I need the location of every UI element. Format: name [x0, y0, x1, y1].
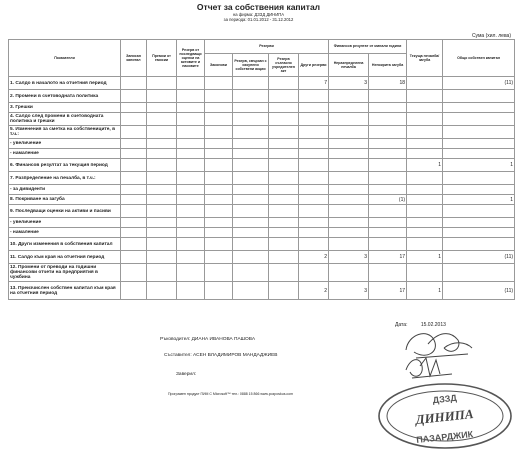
row-value	[269, 159, 299, 172]
table-row	[9, 238, 515, 251]
table-row	[9, 205, 515, 218]
row-value	[269, 228, 299, 238]
row-value	[177, 113, 205, 126]
row-value: 1	[407, 251, 443, 264]
row-value	[177, 172, 205, 185]
row-value	[177, 159, 205, 172]
row-value	[147, 126, 177, 139]
row-value	[369, 228, 407, 238]
row-value	[299, 205, 329, 218]
row-value	[205, 238, 233, 251]
row-value	[369, 185, 407, 195]
row-value	[205, 282, 233, 300]
row-value	[233, 77, 269, 90]
row-value	[205, 126, 233, 139]
row-value	[177, 90, 205, 103]
row-label: 1. Салдо в началото на отчетния период	[9, 77, 121, 90]
row-label: 11. Салдо към края на отчетния период	[9, 251, 121, 264]
row-label: 8. Покриване на загуба	[9, 195, 121, 205]
row-value	[177, 77, 205, 90]
table-row	[9, 264, 515, 282]
row-value	[299, 149, 329, 159]
col-undistributed: Неразпределена печалба	[329, 53, 369, 76]
row-value	[299, 264, 329, 282]
row-value	[443, 238, 515, 251]
row-value	[329, 238, 369, 251]
row-value	[121, 218, 147, 228]
row-value	[177, 251, 205, 264]
row-value	[299, 90, 329, 103]
row-value	[147, 282, 177, 300]
report-title: Отчет за собствения капитал	[196, 2, 321, 12]
row-value	[205, 251, 233, 264]
row-value	[299, 238, 329, 251]
row-value	[369, 205, 407, 218]
col-current-result: Текуща печалба/ загуба	[407, 40, 443, 77]
row-value	[407, 126, 443, 139]
row-value	[205, 139, 233, 149]
row-value	[443, 103, 515, 113]
row-value	[329, 172, 369, 185]
row-value	[121, 90, 147, 103]
row-value	[233, 90, 269, 103]
auditor-line: Заверил:	[176, 372, 197, 377]
row-value	[121, 103, 147, 113]
stamp-mid-text: ДИНИПА	[414, 406, 475, 428]
row-value	[369, 126, 407, 139]
row-value	[177, 282, 205, 300]
row-value	[233, 264, 269, 282]
row-value	[233, 282, 269, 300]
row-value	[329, 113, 369, 126]
row-value: 3	[329, 77, 369, 90]
row-value	[147, 195, 177, 205]
row-value	[147, 251, 177, 264]
row-value	[233, 139, 269, 149]
row-label: 9. Последващи оценки на активи и пасиви	[9, 205, 121, 218]
row-value	[177, 139, 205, 149]
row-value: 2	[299, 251, 329, 264]
row-label: 12. Промени от преводи на годишни финансови отчети на предприятия в чужбина	[9, 264, 121, 282]
row-value	[269, 238, 299, 251]
row-value	[299, 172, 329, 185]
row-label: 4. Салдо след промени в счетоводната политика и грешки	[9, 113, 121, 126]
row-value: 1	[407, 282, 443, 300]
row-value	[233, 251, 269, 264]
units-label: Сума (хил. лева)	[471, 33, 511, 39]
table-row	[9, 139, 515, 149]
row-value	[233, 195, 269, 205]
row-value	[121, 77, 147, 90]
stamp-bottom-text: ПАЗАРДЖИК	[415, 429, 474, 445]
row-value	[121, 205, 147, 218]
row-value	[269, 282, 299, 300]
row-value: 17	[369, 282, 407, 300]
row-value	[147, 205, 177, 218]
row-value	[121, 238, 147, 251]
row-value	[233, 218, 269, 228]
row-value	[233, 149, 269, 159]
row-value	[369, 159, 407, 172]
row-label: - намаление	[9, 149, 121, 159]
row-value	[147, 264, 177, 282]
row-value	[121, 228, 147, 238]
row-value	[407, 205, 443, 218]
row-value	[329, 159, 369, 172]
row-value	[329, 90, 369, 103]
row-value	[147, 103, 177, 113]
row-value	[299, 103, 329, 113]
col-own-shares: Резерв, свързан с изкупени собствени акции	[233, 53, 269, 76]
row-value	[369, 90, 407, 103]
row-value	[269, 218, 299, 228]
row-value	[233, 228, 269, 238]
stamp-top-text: ДЗЗД	[432, 392, 458, 406]
row-value: 18	[369, 77, 407, 90]
table-row	[9, 195, 515, 205]
row-value	[121, 149, 147, 159]
row-value	[121, 264, 147, 282]
row-value	[299, 139, 329, 149]
row-value: (1)	[369, 195, 407, 205]
table-row	[9, 113, 515, 126]
row-value	[369, 113, 407, 126]
firm-line: на фирма: ДЗЗД ДИНИПА	[232, 12, 285, 17]
row-value	[443, 228, 515, 238]
row-value	[269, 264, 299, 282]
row-value	[299, 126, 329, 139]
row-value	[443, 139, 515, 149]
row-value	[147, 113, 177, 126]
col-indicators: Показатели	[9, 40, 121, 77]
header-row-1	[9, 40, 515, 54]
row-value	[407, 218, 443, 228]
col-reserves: Резерви	[205, 40, 329, 54]
row-value	[121, 195, 147, 205]
row-value	[269, 251, 299, 264]
row-value	[147, 218, 177, 228]
company-stamp	[375, 380, 515, 452]
row-value	[407, 238, 443, 251]
row-value	[329, 228, 369, 238]
row-label: 6. Финансов резултат за текущия период	[9, 159, 121, 172]
row-value	[121, 139, 147, 149]
row-value	[205, 228, 233, 238]
row-label: - намаление	[9, 228, 121, 238]
row-value	[443, 126, 515, 139]
table-row	[9, 228, 515, 238]
row-label: - увеличение	[9, 139, 121, 149]
row-value	[121, 172, 147, 185]
row-value	[407, 77, 443, 90]
row-label: 7. Разпределение на печалба, в т.ч.:	[9, 172, 121, 185]
row-value	[205, 90, 233, 103]
row-value	[177, 205, 205, 218]
row-label: 10. Други изменения в собствения капитал	[9, 238, 121, 251]
row-value	[407, 228, 443, 238]
row-value	[299, 228, 329, 238]
row-value	[329, 195, 369, 205]
row-value	[443, 205, 515, 218]
table-row	[9, 77, 515, 90]
row-value	[299, 218, 329, 228]
row-value	[147, 139, 177, 149]
row-value	[369, 149, 407, 159]
row-value: 2	[299, 282, 329, 300]
row-value	[233, 159, 269, 172]
table-row	[9, 218, 515, 228]
row-value	[443, 172, 515, 185]
table-row	[9, 172, 515, 185]
row-value	[407, 195, 443, 205]
row-value	[329, 149, 369, 159]
row-value	[369, 172, 407, 185]
row-value	[299, 113, 329, 126]
row-value	[269, 172, 299, 185]
row-value	[205, 205, 233, 218]
table-row	[9, 251, 515, 264]
row-value	[205, 77, 233, 90]
row-value	[407, 113, 443, 126]
row-value	[205, 159, 233, 172]
row-value	[121, 113, 147, 126]
row-value	[233, 172, 269, 185]
row-label: 2. Промени в счетоводната политика	[9, 90, 121, 103]
row-value	[443, 185, 515, 195]
row-value	[329, 126, 369, 139]
row-value	[233, 113, 269, 126]
row-value	[147, 90, 177, 103]
table-body	[9, 77, 515, 300]
row-value	[269, 113, 299, 126]
row-value: 17	[369, 251, 407, 264]
row-value	[269, 195, 299, 205]
row-value	[147, 185, 177, 195]
row-value: 1	[407, 159, 443, 172]
period-line: за периода: 01.01.2012 - 31.12.2012	[223, 17, 294, 22]
table-row	[9, 90, 515, 103]
col-uncovered-loss: Непокрита загуба	[369, 53, 407, 76]
row-value	[205, 195, 233, 205]
row-value	[121, 185, 147, 195]
equity-table	[8, 39, 515, 300]
row-value	[299, 185, 329, 195]
table-row	[9, 159, 515, 172]
row-value	[407, 172, 443, 185]
row-value	[407, 139, 443, 149]
row-value	[233, 126, 269, 139]
col-share-capital: Записан капитал	[121, 40, 147, 77]
row-value: 7	[299, 77, 329, 90]
row-value	[269, 185, 299, 195]
table-row	[9, 126, 515, 139]
row-label: 3. Грешки	[9, 103, 121, 113]
row-value	[369, 264, 407, 282]
row-label: 5. Изменения за сметка на собствениците, в т.ч.:	[9, 126, 121, 139]
row-value	[407, 264, 443, 282]
row-value: 1	[443, 195, 515, 205]
row-value	[177, 218, 205, 228]
row-value	[205, 185, 233, 195]
row-value	[329, 185, 369, 195]
row-value	[407, 149, 443, 159]
row-value	[205, 149, 233, 159]
row-value	[369, 218, 407, 228]
signature-preparer	[400, 352, 460, 382]
row-value	[205, 264, 233, 282]
row-value	[233, 205, 269, 218]
row-label: 13. Преизчислен собствен капитал към края на отчетния период	[9, 282, 121, 300]
row-value	[177, 149, 205, 159]
table-row	[9, 185, 515, 195]
row-value	[121, 159, 147, 172]
table-row	[9, 149, 515, 159]
row-value: 3	[329, 282, 369, 300]
row-value	[329, 264, 369, 282]
table-row	[9, 282, 515, 300]
col-total: Общо собствен капитал	[443, 40, 515, 77]
row-value	[205, 103, 233, 113]
row-value: 1	[443, 159, 515, 172]
preparer-line: Съставител: АСЕН ВЛАДИМИРОВ МАНДАДЖИЕВ	[164, 353, 278, 358]
col-financial-result: Финансов резултат от минали години	[329, 40, 407, 54]
row-value	[177, 238, 205, 251]
row-value	[369, 103, 407, 113]
row-value	[233, 103, 269, 113]
row-value	[407, 103, 443, 113]
row-value	[177, 103, 205, 113]
row-value	[299, 159, 329, 172]
row-value	[443, 218, 515, 228]
row-value	[147, 77, 177, 90]
col-revaluation: Резерв от последващи оценки на активите и пасивите	[177, 40, 205, 77]
row-value	[443, 264, 515, 282]
row-value	[329, 139, 369, 149]
row-value	[269, 139, 299, 149]
row-value	[147, 228, 177, 238]
row-value	[147, 238, 177, 251]
row-value	[177, 185, 205, 195]
col-premium: Премии от емисии	[147, 40, 177, 77]
manager-line: Ръководител: ДИАНА ИВАНОВА ПАШОВА	[160, 337, 256, 342]
table-row	[9, 103, 515, 113]
row-value	[233, 185, 269, 195]
row-value	[299, 195, 329, 205]
row-value: (11)	[443, 251, 515, 264]
row-value	[407, 90, 443, 103]
row-value: (11)	[443, 282, 515, 300]
row-value	[177, 228, 205, 238]
row-value	[147, 159, 177, 172]
row-label: - за дивиденти	[9, 185, 121, 195]
row-value	[147, 172, 177, 185]
row-value	[443, 149, 515, 159]
row-value: (11)	[443, 77, 515, 90]
row-value	[205, 172, 233, 185]
row-value	[407, 185, 443, 195]
row-label: - увеличение	[9, 218, 121, 228]
row-value	[205, 113, 233, 126]
col-other: Други резерви	[299, 53, 329, 76]
row-value	[177, 195, 205, 205]
row-value	[269, 149, 299, 159]
row-value	[205, 218, 233, 228]
row-value	[269, 205, 299, 218]
row-value	[177, 264, 205, 282]
row-value	[121, 251, 147, 264]
row-value	[369, 238, 407, 251]
row-value	[443, 90, 515, 103]
col-legal: Законови	[205, 53, 233, 76]
row-value: 3	[329, 251, 369, 264]
row-value	[269, 77, 299, 90]
row-value	[269, 103, 299, 113]
col-statutory: Резерв съгласно учредителен акт	[269, 53, 299, 76]
row-value	[269, 90, 299, 103]
row-value	[121, 282, 147, 300]
row-value	[329, 103, 369, 113]
row-value	[369, 139, 407, 149]
row-value	[443, 113, 515, 126]
row-value	[233, 238, 269, 251]
row-value	[269, 126, 299, 139]
row-value	[177, 126, 205, 139]
date-label: Дата:	[395, 322, 408, 328]
row-value	[329, 205, 369, 218]
footer-text: Програмен продукт ПИМ С Microsoft™ тел.: 0888 15 866 www.pozposkus.com	[168, 392, 294, 396]
row-value	[147, 149, 177, 159]
row-value	[121, 126, 147, 139]
row-value	[329, 218, 369, 228]
date-value: 15.02.2013	[420, 322, 446, 328]
